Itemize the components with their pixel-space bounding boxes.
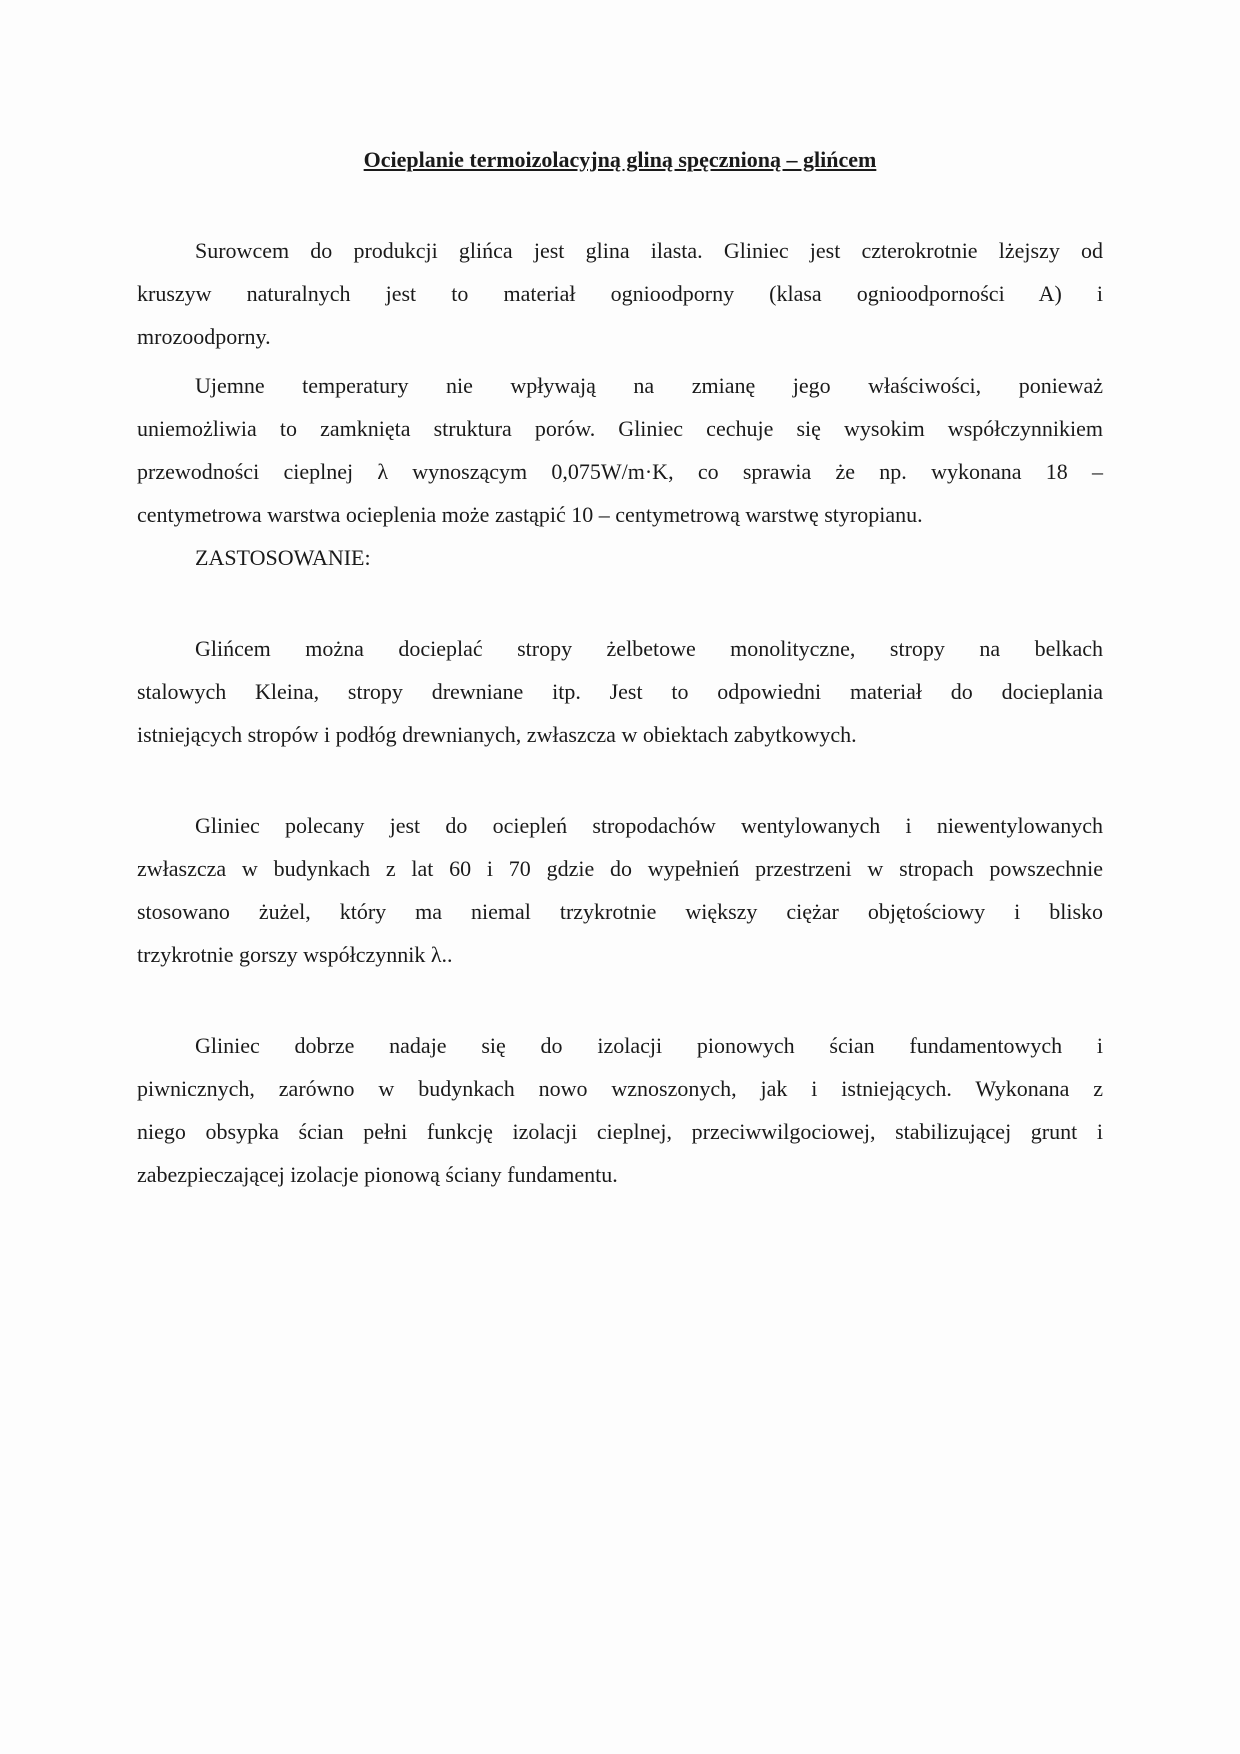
text-line: uniemożliwia to zamknięta struktura porów. Gliniec cechuje się wysokim współczynnikiem bbox=[137, 416, 1103, 441]
text-line: trzykrotnie gorszy współczynnik λ.. bbox=[137, 942, 453, 967]
paragraph bbox=[137, 1024, 1103, 1196]
text-line: kruszyw naturalnych jest to materiał ognioodporny (klasa ognioodporności A) i bbox=[137, 281, 1103, 306]
text-line: Surowcem do produkcji glińca jest glina ilasta. Gliniec jest czterokrotnie lżejszy od bbox=[195, 238, 1103, 263]
document-content bbox=[137, 138, 1103, 1196]
text-line: stalowych Kleina, stropy drewniane itp. Jest to odpowiedni materiał do docieplania bbox=[137, 679, 1103, 704]
text-line: stosowano żużel, który ma niemal trzykrotnie większy ciężar objętościowy i blisko bbox=[137, 899, 1103, 924]
section-heading: ZASTOSOWANIE: bbox=[195, 545, 371, 570]
text-line: centymetrowa warstwa ocieplenia może zastąpić 10 – centymetrową warstwę styropianu. bbox=[137, 502, 923, 527]
text-line: zwłaszcza w budynkach z lat 60 i 70 gdzie do wypełnień przestrzeni w stropach powszechnie bbox=[137, 856, 1103, 881]
text-line: przewodności cieplnej λ wynoszącym 0,075W/m·K, co sprawia że np. wykonana 18 – bbox=[137, 459, 1103, 484]
text-line: mrozoodporny. bbox=[137, 324, 271, 349]
text-line: zabezpieczającej izolacje pionową ściany fundamentu. bbox=[137, 1162, 618, 1187]
text-line: piwnicznych, zarówno w budynkach nowo wznoszonych, jak i istniejących. Wykonana z bbox=[137, 1076, 1103, 1101]
document-title: Ocieplanie termoizolacyjną gliną spęcznioną – glińcem bbox=[363, 147, 877, 172]
paragraph bbox=[137, 229, 1103, 358]
text-line: Glińcem można docieplać stropy żelbetowe monolityczne, stropy na belkach bbox=[195, 636, 1103, 661]
text-line: niego obsypka ścian pełni funkcję izolacji cieplnej, przeciwwilgociowej, stabilizującej grunt i bbox=[137, 1119, 1103, 1144]
paragraph bbox=[137, 627, 1103, 756]
text-line: Ujemne temperatury nie wpływają na zmianę jego właściwości, ponieważ bbox=[195, 373, 1103, 398]
text-line: istniejących stropów i podłóg drewnianych, zwłaszcza w obiektach zabytkowych. bbox=[137, 722, 857, 747]
text-line: Gliniec dobrze nadaje się do izolacji pionowych ścian fundamentowych i bbox=[195, 1033, 1103, 1058]
paragraph bbox=[137, 364, 1103, 536]
text-line: Gliniec polecany jest do ociepleń stropodachów wentylowanych i niewentylowanych bbox=[195, 813, 1103, 838]
paragraph bbox=[137, 804, 1103, 976]
